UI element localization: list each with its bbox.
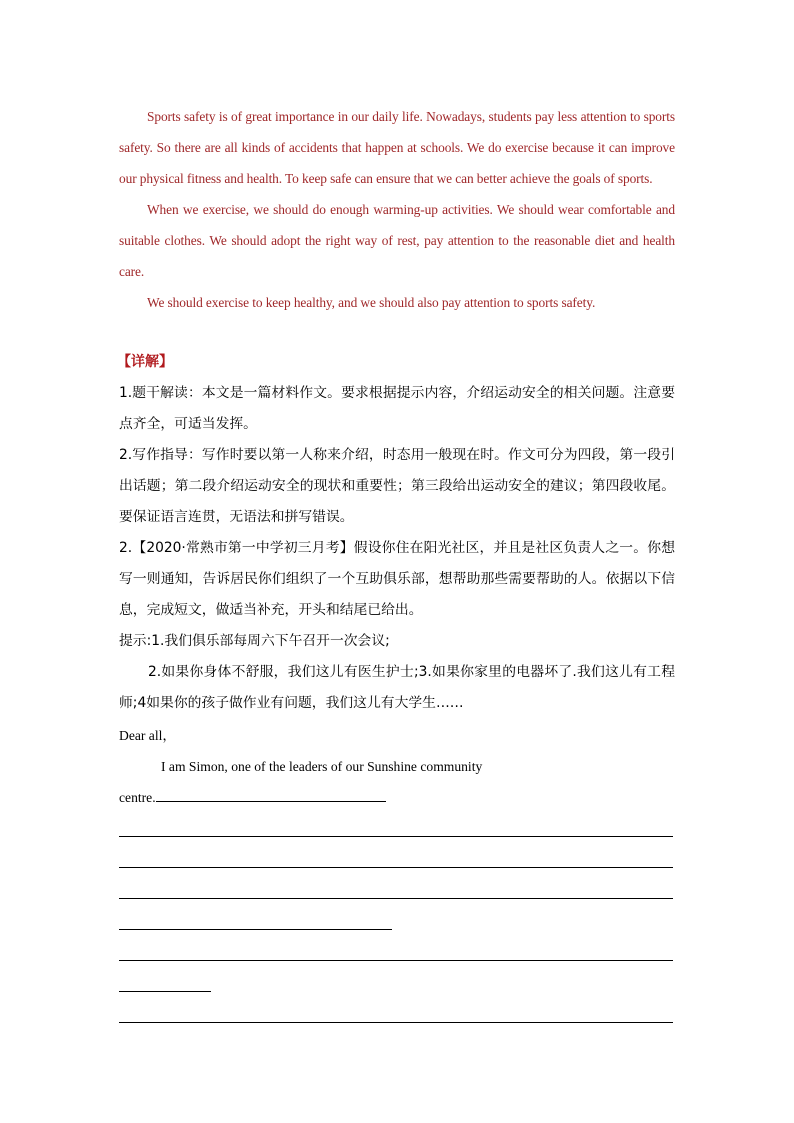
letter-continuation-line (119, 782, 675, 813)
detail-point-1: 1.题干解读：本文是一篇材料作文。要求根据提示内容，介绍运动安全的相关问题。注意要点齐全，可适当发挥。 (119, 385, 675, 432)
answer-line-6[interactable] (119, 991, 211, 992)
hint-1: 提示:1.我们俱乐部每周六下午召开一次会议; (119, 633, 390, 649)
answer-line-2[interactable] (119, 867, 673, 868)
sample-essay (119, 101, 675, 318)
explanation-section (119, 347, 675, 719)
hint-2: 2.如果你身体不舒服，我们这儿有医生护士;3.如果你家里的电器坏了.我们这儿有工程师;4如果你的孩子做作业有问题，我们这儿有大学生…… (119, 664, 675, 711)
question-2-prompt: 2.【2020·常熟市第一中学初三月考】假设你住在阳光社区，并且是社区负责人之一。你想写一则通知，告诉居民你们组织了一个互助俱乐部，想帮助那些需要帮助的人。依据以下信息，完成短文，做适当补充，开头和结尾已给出。 (119, 540, 675, 618)
essay-paragraph-3: We should exercise to keep healthy, and we should also pay attention to sports safety. (147, 295, 596, 310)
essay-paragraph-1: Sports safety is of great importance in our daily life. Nowadays, students pay less attention to sports safety. So there are all kinds of accidents that happen at schools. We do exercise because it can improve our physical fitness and health. To keep safe can ensure that we can better achieve the goals of sports. (119, 109, 675, 186)
letter-continuation-text: centre. (119, 790, 156, 805)
answer-line-4[interactable] (119, 929, 392, 930)
letter-section (119, 720, 675, 813)
essay-paragraph-2: When we exercise, we should do enough warming-up activities. We should wear comfortable and suitable clothes. We should adopt the right way of rest, pay attention to the reasonable diet and health care. (119, 202, 675, 279)
letter-salutation: Dear all， (119, 728, 176, 743)
detail-point-2: 2.写作指导：写作时要以第一人称来介绍，时态用一般现在时。作文可分为四段，第一段引出话题；第二段介绍运动安全的现状和重要性；第三段给出运动安全的建议；第四段收尾。要保证语言连贯，无语法和拼写错误。 (119, 447, 675, 525)
answer-line-3[interactable] (119, 898, 673, 899)
answer-line-1[interactable] (119, 836, 673, 837)
letter-opening: I am Simon, one of the leaders of our Sunshine community (161, 759, 483, 774)
answer-blank-inline[interactable] (156, 789, 386, 802)
answer-line-5[interactable] (119, 960, 673, 961)
answer-line-7[interactable] (119, 1022, 673, 1023)
detail-header: 【详解】 (117, 354, 173, 370)
